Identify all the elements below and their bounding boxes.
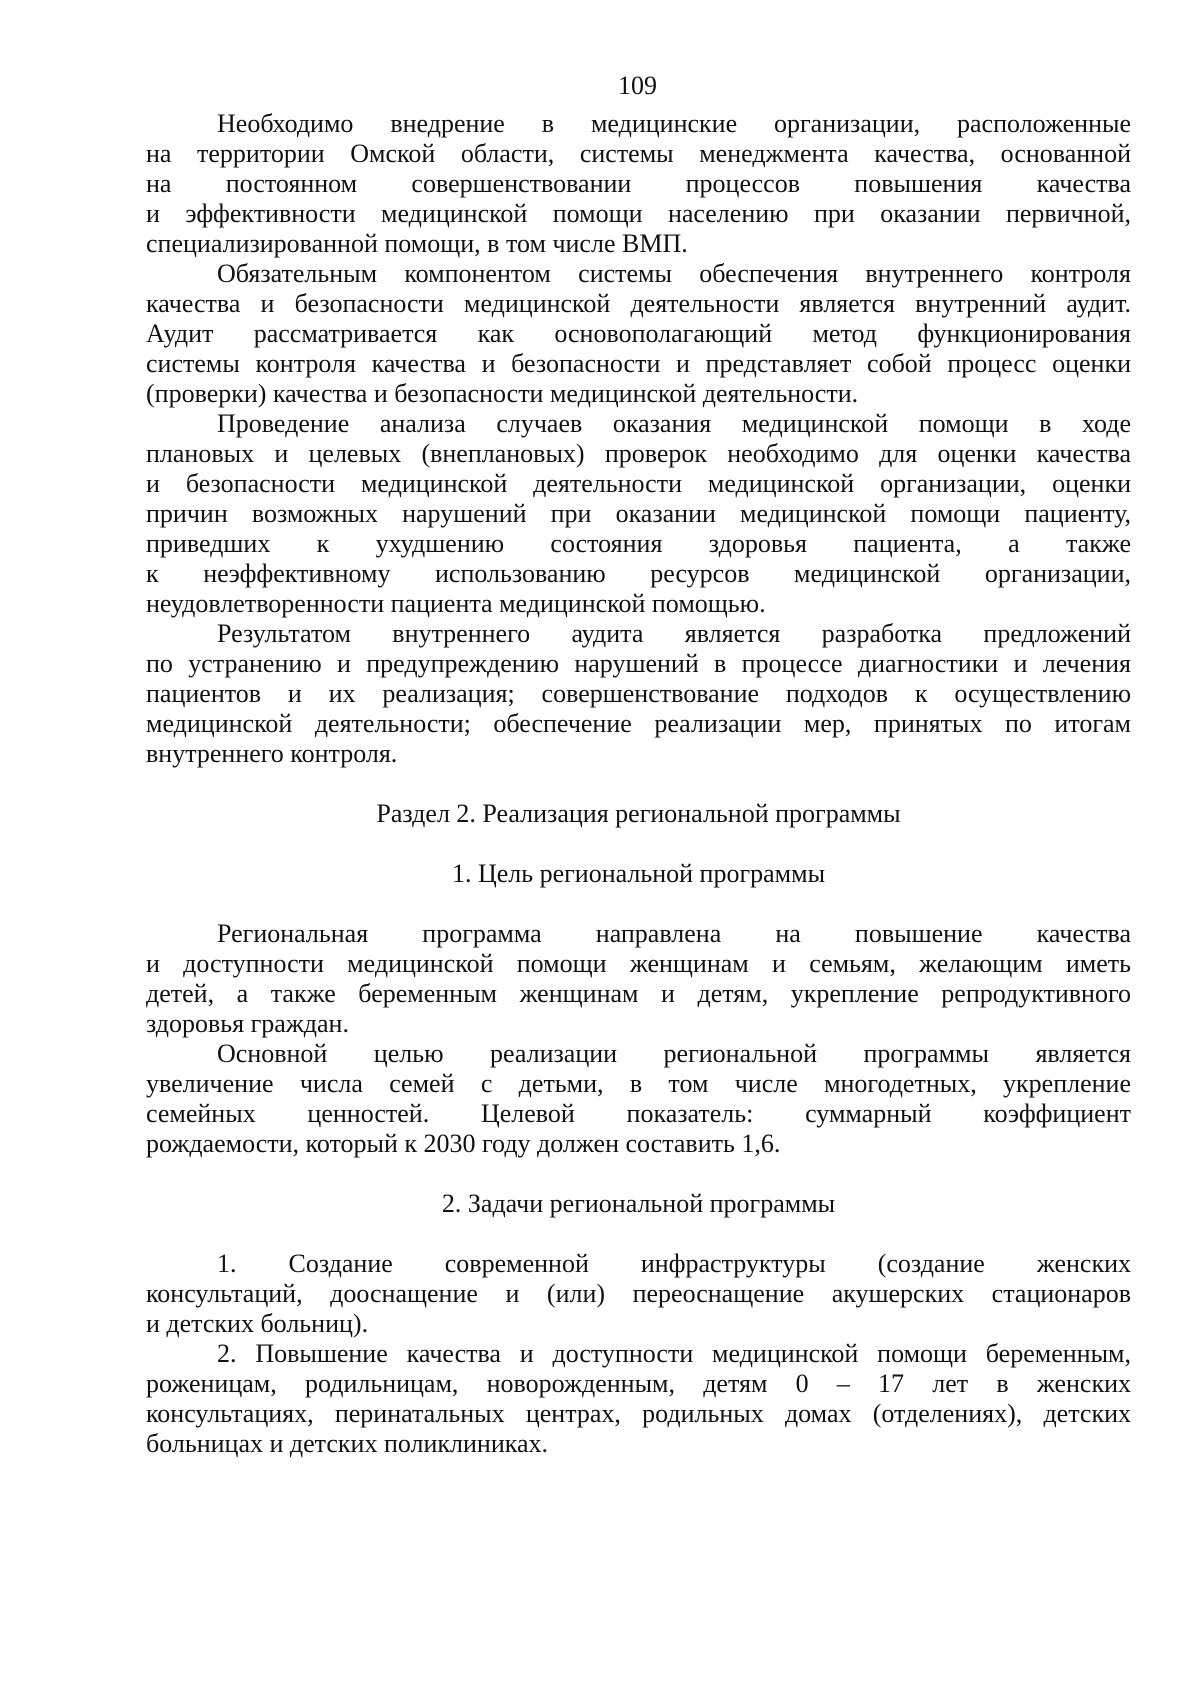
paragraph-line: Проведение анализа случаев оказания медицинской помощи в ходе — [217, 409, 1131, 438]
paragraph-line: 1. Создание современной инфраструктуры (создание женских — [217, 1249, 1131, 1278]
paragraph-line: на постоянном совершенствовании процессов повышения качества — [146, 169, 1131, 198]
paragraph-line: и детских больниц). — [146, 1309, 369, 1338]
paragraph-line: медицинской деятельности; обеспечение реализации мер, принятых по итогам — [146, 709, 1131, 738]
paragraph-line: Региональная программа направлена на повышение качества — [217, 919, 1131, 948]
page-number: 109 — [618, 71, 657, 100]
paragraph-line: детей, а также беременным женщинам и детям, укрепление репродуктивного — [146, 979, 1131, 1008]
paragraph-line: 2. Повышение качества и доступности медицинской помощи беременным, — [217, 1339, 1131, 1368]
paragraph-line: роженицам, родильницам, новорожденным, детям 0 – 17 лет в женских — [146, 1369, 1131, 1398]
paragraph-line: причин возможных нарушений при оказании медицинской помощи пациенту, — [146, 499, 1131, 528]
paragraph-line: плановых и целевых (внеплановых) проверок необходимо для оценки качества — [146, 439, 1131, 468]
paragraph-line: больницах и детских поликлиниках. — [146, 1429, 549, 1458]
paragraph-line: неудовлетворенности пациента медицинской помощью. — [146, 589, 766, 618]
paragraph-line: (проверки) качества и безопасности медицинской деятельности. — [146, 379, 859, 408]
paragraph-line: рождаемости, который к 2030 году должен составить 1,6. — [146, 1129, 781, 1158]
paragraph-line: пациентов и их реализация; совершенствование подходов к осуществлению — [146, 679, 1131, 708]
paragraph-line: к неэффективному использованию ресурсов медицинской организации, — [146, 559, 1131, 588]
paragraph-line: консультаций, дооснащение и (или) переоснащение акушерских стационаров — [146, 1279, 1131, 1308]
paragraph-line: увеличение числа семей с детьми, в том числе многодетных, укрепление — [146, 1069, 1131, 1098]
paragraph-line: и доступности медицинской помощи женщинам и семьям, желающим иметь — [146, 949, 1131, 978]
paragraph-line: на территории Омской области, системы менеджмента качества, основанной — [146, 139, 1131, 168]
paragraph-line: Необходимо внедрение в медицинские организации, расположенные — [217, 109, 1131, 138]
paragraph-line: и эффективности медицинской помощи населению при оказании первичной, — [146, 199, 1131, 228]
paragraph-line: системы контроля качества и безопасности и представляет собой процесс оценки — [146, 349, 1131, 378]
subsection-title: 1. Цель региональной программы — [451, 859, 826, 888]
paragraph-line: качества и безопасности медицинской деятельности является внутренний аудит. — [146, 289, 1131, 318]
paragraph-line: приведших к ухудшению состояния здоровья пациента, а также — [146, 529, 1131, 558]
paragraph-line: по устранению и предупреждению нарушений в процессе диагностики и лечения — [146, 649, 1131, 678]
paragraph-line: внутреннего контроля. — [146, 739, 398, 768]
paragraph-line: и безопасности медицинской деятельности медицинской организации, оценки — [146, 469, 1131, 498]
section-title: Раздел 2. Реализация региональной программы — [376, 799, 901, 828]
paragraph-line: Обязательным компонентом системы обеспечения внутреннего контроля — [217, 259, 1131, 288]
paragraph-line: Результатом внутреннего аудита является разработка предложений — [217, 619, 1131, 648]
paragraph-line: консультациях, перинатальных центрах, родильных домах (отделениях), детских — [146, 1399, 1131, 1428]
paragraph-line: Аудит рассматривается как основополагающий метод функционирования — [146, 319, 1131, 348]
paragraph-line: семейных ценностей. Целевой показатель: суммарный коэффициент — [146, 1099, 1131, 1128]
paragraph-line: здоровья граждан. — [146, 1009, 349, 1038]
paragraph-line: специализированной помощи, в том числе ВМП. — [146, 229, 688, 258]
subsection-title: 2. Задачи региональной программы — [441, 1189, 836, 1218]
paragraph-line: Основной целью реализации региональной программы является — [217, 1039, 1131, 1068]
